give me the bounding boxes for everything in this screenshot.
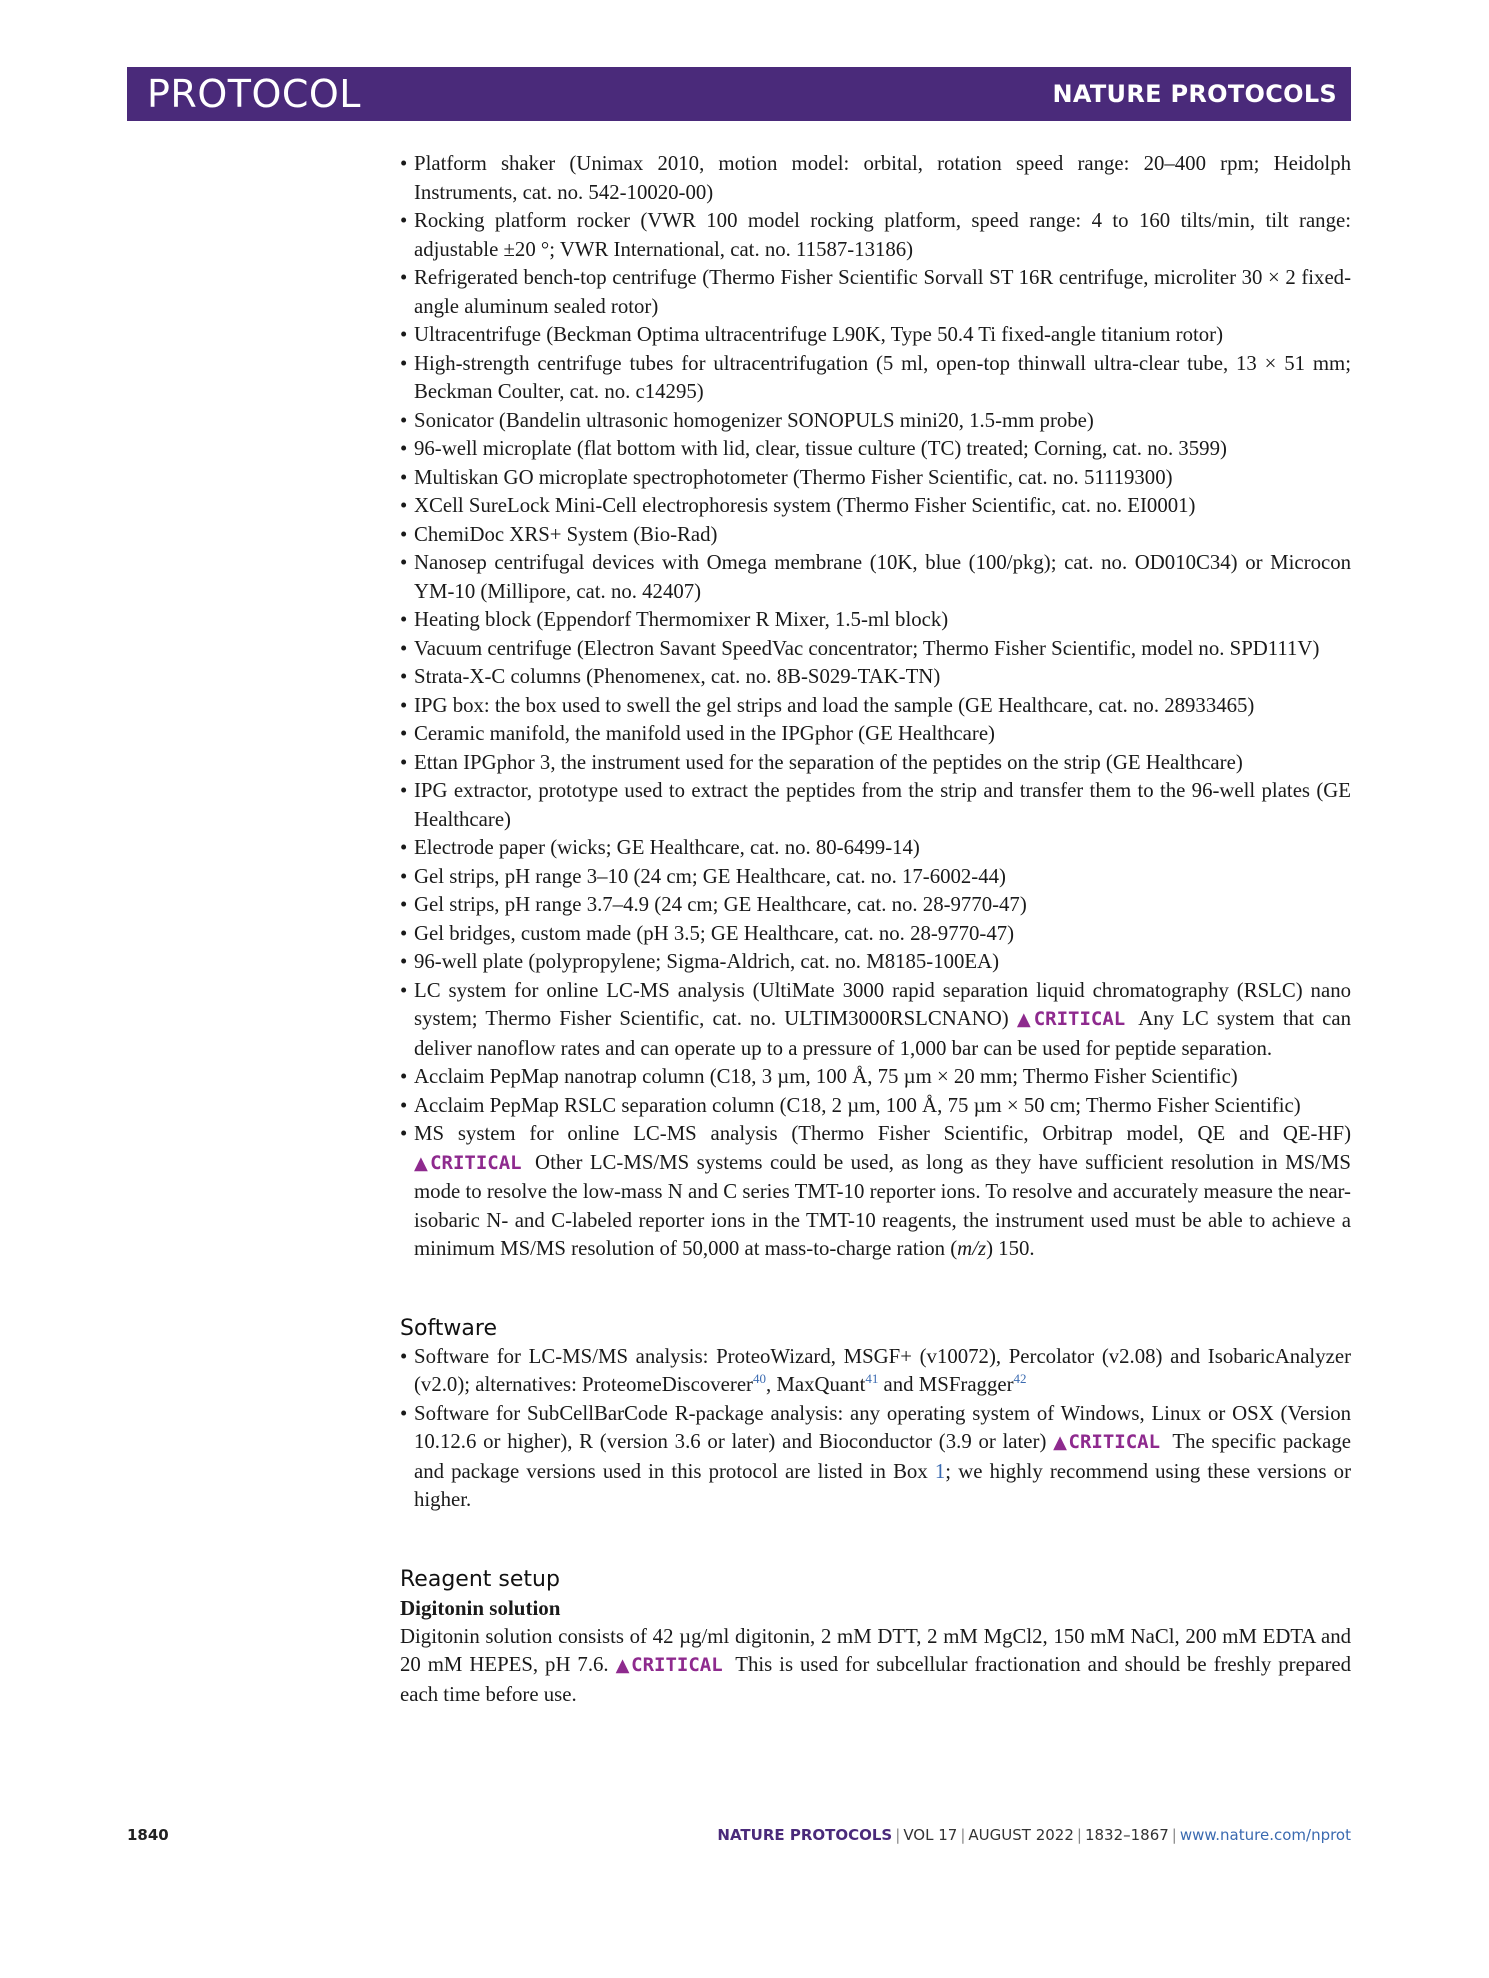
section-label: PROTOCOL — [147, 72, 361, 116]
separator: | — [1076, 1826, 1082, 1844]
mz-italic: m/z — [957, 1237, 987, 1260]
list-item: • XCell SureLock Mini-Cell electrophoresis system (Thermo Fisher Scientific, cat. no. EI0001) — [400, 492, 1351, 521]
list-item: • Refrigerated bench-top centrifuge (Thermo Fisher Scientific Sorvall ST 16R centrifuge, microliter 30 × 2 fixed-angle aluminum sealed rotor) — [400, 264, 1351, 321]
software-note: The specific package and package versions used in this protocol are listed in Box — [414, 1430, 1352, 1483]
equipment-list — [400, 150, 1351, 1264]
separator: | — [960, 1826, 966, 1844]
reagent-text: Digitonin solution consists of 42 µg/ml digitonin, 2 mM DTT, 2 mM MgCl2, 150 mM NaCl, 200 mM EDTA and 20 mM HEPES, pH 7.6. — [400, 1624, 1351, 1676]
list-item: • Platform shaker (Unimax 2010, motion model: orbital, rotation speed range: 20–400 rpm; Heidolph Instruments, cat. no. 542-10020-00) — [400, 150, 1351, 207]
list-item: • Ultracentrifuge (Beckman Optima ultracentrifuge L90K, Type 50.4 Ti fixed-angle titanium rotor) — [400, 321, 1351, 350]
digitonin-subheading: Digitonin solution — [400, 1595, 561, 1620]
list-item: • Sonicator (Bandelin ultrasonic homogenizer SONOPULS mini20, 1.5-mm probe) — [400, 407, 1351, 436]
separator: | — [1171, 1826, 1177, 1844]
list-item: • Nanosep centrifugal devices with Omega membrane (10K, blue (100/pkg); cat. no. OD010C34) or Microcon YM-10 (Millipore, cat. no. 42407) — [400, 549, 1351, 606]
critical-label — [616, 1654, 723, 1676]
list-item: • ChemiDoc XRS+ System (Bio-Rad) — [400, 521, 1351, 550]
footer-citation — [717, 1826, 1351, 1844]
list-item: • Heating block (Eppendorf Thermomixer R Mixer, 1.5-ml block) — [400, 606, 1351, 635]
ms-critical-note: Other LC-MS/MS systems could be used, as long as they have sufficient resolution in MS/MS mode to resolve the low-mass N and C series TMT-10 reporter ions. To resolve and accurately measure the near-isobaric N- and C-labeled reporter ions in the TMT-10 reagents, the instrument used must be able to achieve a minimum MS/MS resolution of 50,000 at mass-to-charge ration ( — [414, 1150, 1352, 1260]
reference-link[interactable]: 41 — [865, 1371, 879, 1387]
lc-critical-note: Any LC system that can deliver nanoflow rates and can operate up to a pressure of 1,000 bar can be used for peptide separation. — [414, 1007, 1352, 1060]
list-item: • IPG box: the box used to swell the gel strips and load the sample (GE Healthcare, cat. no. 28933465) — [400, 692, 1351, 721]
list-item: • 96-well microplate (flat bottom with lid, clear, tissue culture (TC) treated; Corning, cat. no. 3599) — [400, 435, 1351, 464]
digitonin-paragraph — [400, 1623, 1351, 1710]
ms-critical-note-end: ) 150. — [986, 1237, 1035, 1260]
warning-triangle-icon: ▲ — [1016, 1009, 1034, 1030]
footer-volume: VOL 17 — [903, 1826, 958, 1844]
list-item-lc-system — [400, 977, 1351, 1064]
list-item: • IPG extractor, prototype used to extract the peptides from the strip and transfer them to the 96-well plates (GE Healthcare) — [400, 777, 1351, 834]
reagent-note: This is used for subcellular fractionation and should be freshly prepared each time before use. — [400, 1653, 1352, 1706]
software-text: Software for SubCellBarCode R-package analysis: any operating system of Windows, Linux or OSX (Version 10.12.6 or higher), R (version 3.6 or later) and Bioconductor (3.9 or later) — [414, 1401, 1351, 1453]
list-item: • Multiskan GO microplate spectrophotometer (Thermo Fisher Scientific, cat. no. 51119300) — [400, 464, 1351, 493]
reagent-setup-heading: Reagent setup — [400, 1566, 560, 1592]
reference-link[interactable]: 42 — [1013, 1371, 1027, 1387]
reference-link[interactable]: 40 — [753, 1371, 766, 1387]
critical-text: CRITICAL — [1068, 1431, 1161, 1453]
list-item: • Strata-X-C columns (Phenomenex, cat. no. 8B-S029-TAK-TN) — [400, 663, 1351, 692]
footer-pages: 1832–1867 — [1084, 1826, 1169, 1844]
main-content — [400, 150, 1351, 1709]
warning-triangle-icon: ▲ — [615, 1655, 632, 1676]
page-header — [127, 67, 1351, 121]
list-item: • Vacuum centrifuge (Electron Savant SpeedVac concentrator; Thermo Fisher Scientific, model no. SPD111V) — [400, 635, 1351, 664]
list-item: • 96-well plate (polypropylene; Sigma-Aldrich, cat. no. M8185-100EA) — [400, 948, 1351, 977]
footer-date: AUGUST 2022 — [968, 1826, 1074, 1844]
box-reference-link[interactable]: 1 — [934, 1459, 946, 1483]
list-item-ms-system — [400, 1120, 1351, 1264]
software-list — [400, 1343, 1351, 1515]
critical-label — [1053, 1431, 1160, 1453]
list-item-software-lcms — [400, 1343, 1351, 1400]
critical-label — [1017, 1008, 1125, 1030]
journal-name: NATURE PROTOCOLS — [1052, 80, 1337, 108]
critical-text: CRITICAL — [631, 1654, 723, 1676]
software-text: , MaxQuant — [766, 1373, 866, 1396]
warning-triangle-icon: ▲ — [414, 1152, 431, 1174]
list-item: • Acclaim PepMap RSLC separation column (C18, 2 µm, 100 Å, 75 µm × 50 cm; Thermo Fisher Scientific) — [400, 1092, 1351, 1121]
software-text: Software for LC-MS/MS analysis: ProteoWizard, MSGF+ (v10072), Percolator (v2.08) and IsobaricAnalyzer (v2.0); alternatives: ProteomeDiscoverer — [414, 1344, 1351, 1396]
software-text: and MSFragger — [878, 1373, 1014, 1396]
software-heading: Software — [400, 1315, 497, 1341]
critical-text: CRITICAL — [1033, 1008, 1126, 1030]
list-item: • Electrode paper (wicks; GE Healthcare, cat. no. 80-6499-14) — [400, 834, 1351, 863]
list-item: • Gel strips, pH range 3–10 (24 cm; GE Healthcare, cat. no. 17-6002-44) — [400, 863, 1351, 892]
list-item: • Gel bridges, custom made (pH 3.5; GE Healthcare, cat. no. 28-9770-47) — [400, 920, 1351, 949]
list-item: • Rocking platform rocker (VWR 100 model rocking platform, speed range: 4 to 160 tilts/min, tilt range: adjustable ±20 °; VWR International, cat. no. 11587-13186) — [400, 207, 1351, 264]
footer-journal: NATURE PROTOCOLS — [717, 1826, 893, 1844]
list-item: • Gel strips, pH range 3.7–4.9 (24 cm; GE Healthcare, cat. no. 28-9770-47) — [400, 891, 1351, 920]
list-item: • Ettan IPGphor 3, the instrument used for the separation of the peptides on the strip (GE Healthcare) — [400, 749, 1351, 778]
warning-triangle-icon: ▲ — [1053, 1432, 1069, 1453]
separator: | — [895, 1826, 901, 1844]
critical-text: CRITICAL — [430, 1151, 522, 1174]
page-number: 1840 — [127, 1826, 169, 1844]
lc-text: LC system for online LC-MS analysis (UltiMate 3000 rapid separation liquid chromatography (RSLC) nano system; Thermo Fisher Scientific, cat. no. ULTIM3000RSLCNANO) — [414, 978, 1351, 1030]
list-item-software-r — [400, 1400, 1351, 1515]
critical-label — [414, 1152, 522, 1174]
ms-text: MS system for online LC-MS analysis (Thermo Fisher Scientific, Orbitrap model, QE and QE-HF) — [414, 1122, 1351, 1145]
list-item: • Ceramic manifold, the manifold used in the IPGphor (GE Healthcare) — [400, 720, 1351, 749]
footer-url-link[interactable]: www.nature.com/nprot — [1179, 1826, 1351, 1844]
list-item: • Acclaim PepMap nanotrap column (C18, 3 µm, 100 Å, 75 µm × 20 mm; Thermo Fisher Scientific) — [400, 1063, 1351, 1092]
software-note-end: ; we highly recommend using these versions or higher. — [414, 1459, 1351, 1511]
page-footer — [127, 1826, 1351, 1844]
list-item: • High-strength centrifuge tubes for ultracentrifugation (5 ml, open-top thinwall ultra-clear tube, 13 × 51 mm; Beckman Coulter, cat. no. c14295) — [400, 350, 1351, 407]
